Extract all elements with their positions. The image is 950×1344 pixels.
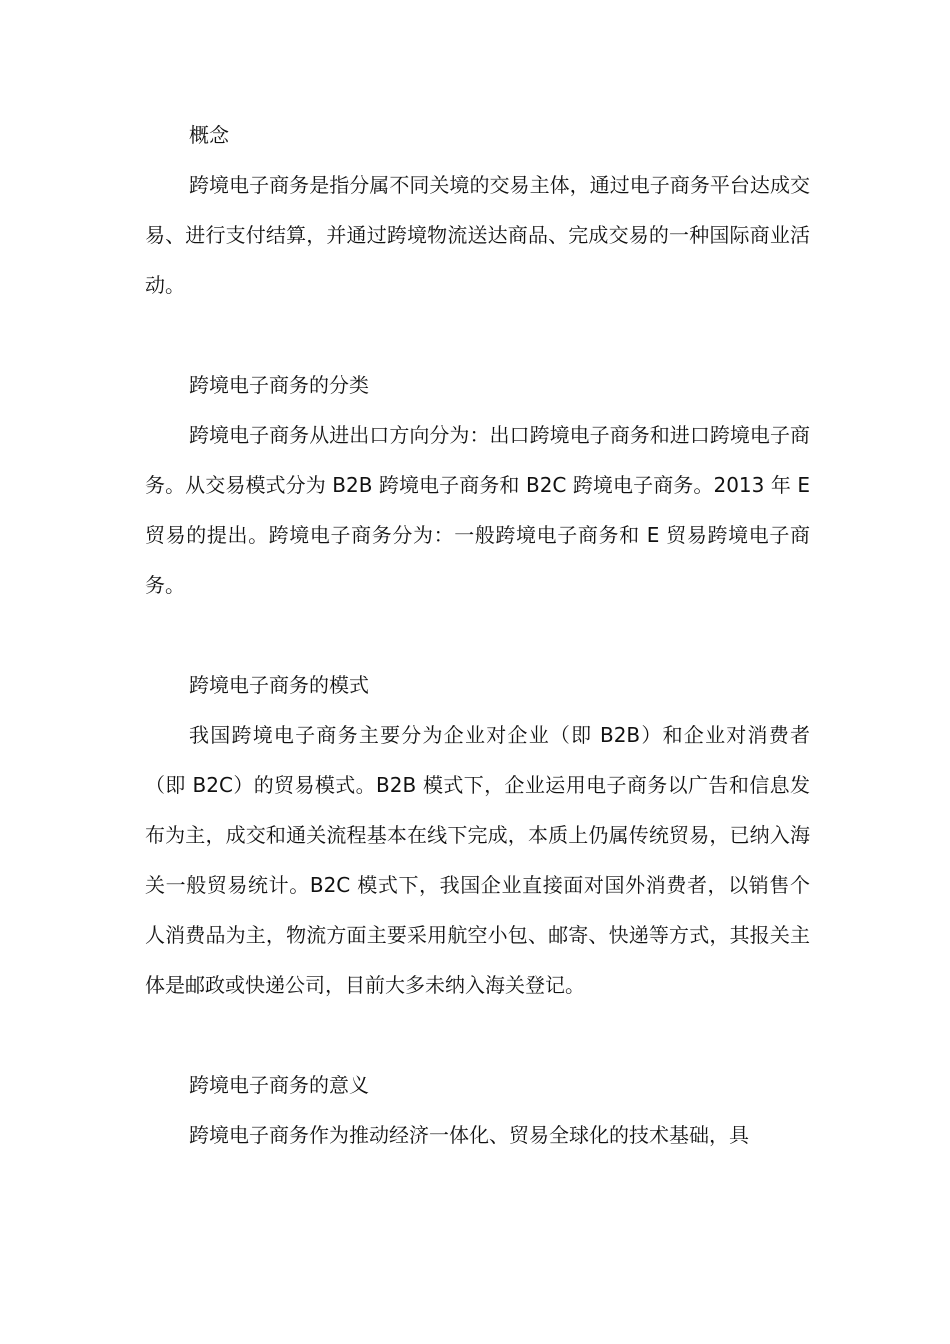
section-heading: 跨境电子商务的意义 xyxy=(189,1073,369,1097)
section-significance xyxy=(145,1060,810,1160)
section-paragraph: 跨境电子商务从进出口方向分为：出口跨境电子商务和进口跨境电子商务。从交易模式分为 B2B 跨境电子商务和 B2C 跨境电子商务。2013 年 E 贸易的提出。跨境电子商务分为：一般跨境电子商务和 E 贸易跨境电子商务。 xyxy=(145,423,810,597)
document-body xyxy=(145,110,810,1160)
section-concept xyxy=(145,110,810,310)
section-modes xyxy=(145,660,810,1010)
section-heading: 概念 xyxy=(189,123,229,147)
section-classification xyxy=(145,360,810,610)
section-heading: 跨境电子商务的模式 xyxy=(189,673,369,697)
section-paragraph: 跨境电子商务作为推动经济一体化、贸易全球化的技术基础，具 xyxy=(189,1123,749,1147)
section-paragraph: 我国跨境电子商务主要分为企业对企业（即 B2B）和企业对消费者（即 B2C）的贸易模式。B2B 模式下，企业运用电子商务以广告和信息发布为主，成交和通关流程基本在线下完成，本质上仍属传统贸易，已纳入海关一般贸易统计。B2C 模式下，我国企业直接面对国外消费者，以销售个人消费品为主，物流方面主要采用航空小包、邮寄、快递等方式，其报关主体是邮政或快递公司，目前大多未纳入海关登记。 xyxy=(145,723,810,997)
section-heading: 跨境电子商务的分类 xyxy=(189,373,369,397)
section-paragraph: 跨境电子商务是指分属不同关境的交易主体，通过电子商务平台达成交易、进行支付结算，并通过跨境物流送达商品、完成交易的一种国际商业活动。 xyxy=(145,173,810,297)
